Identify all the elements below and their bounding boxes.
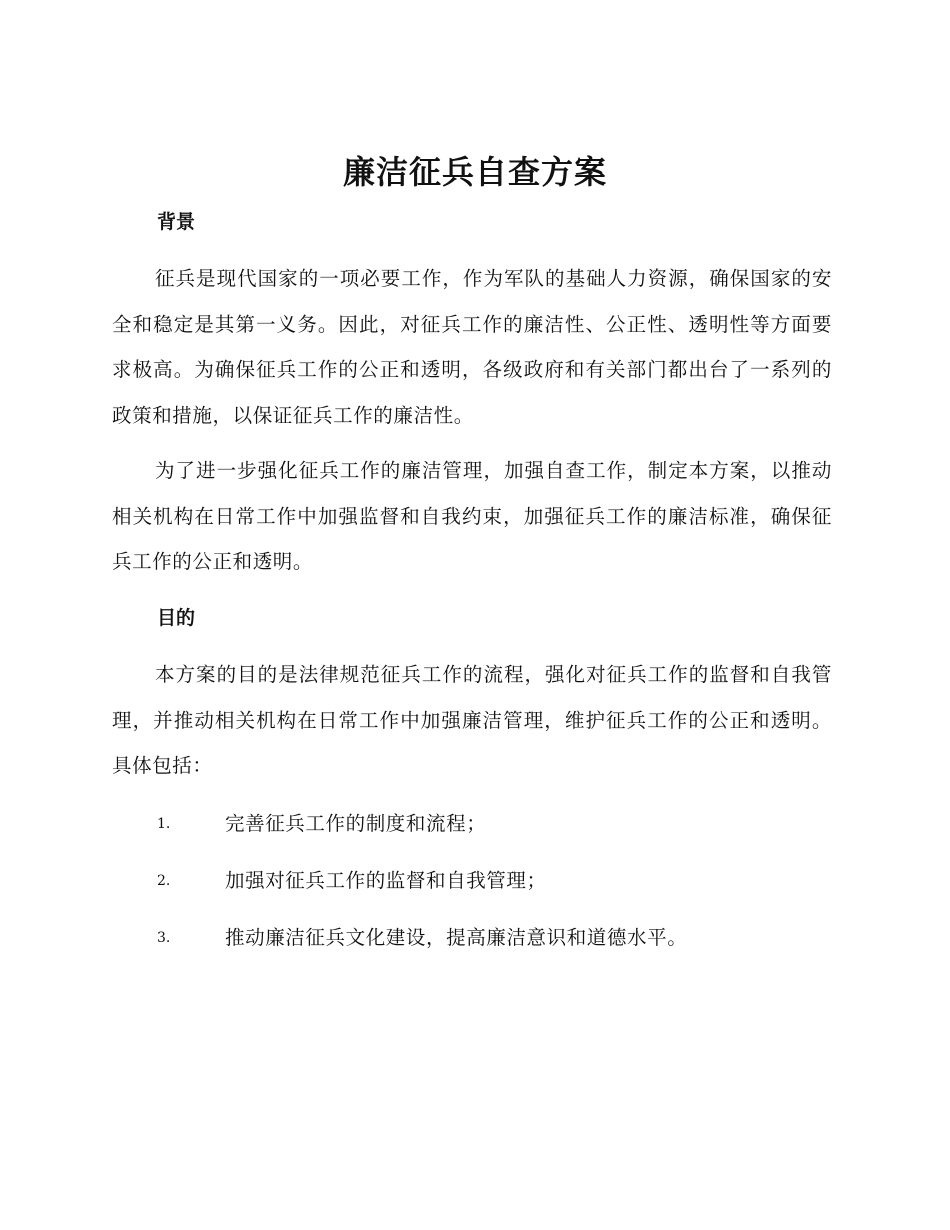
background-paragraph-2: 为了进一步强化征兵工作的廉洁管理，加强自查工作，制定本方案，以推动相关机构在日常工作中加强监督和自我约束，加强征兵工作的廉洁标准，确保征兵工作的公正和透明。 xyxy=(112,459,832,573)
section-heading-background: 背景 xyxy=(157,211,196,233)
list-item-number: 1. xyxy=(157,816,171,832)
list-item-number: 3. xyxy=(157,930,171,946)
list-item-text: 完善征兵工作的制度和流程； xyxy=(225,812,487,835)
list-item-text: 加强对征兵工作的监督和自我管理； xyxy=(225,869,547,892)
list-item xyxy=(157,924,837,954)
list-item xyxy=(157,867,837,897)
background-paragraph-1: 征兵是现代国家的一项必要工作，作为军队的基础人力资源，确保国家的安全和稳定是其第一义务。因此，对征兵工作的廉洁性、公正性、透明性等方面要求极高。为确保征兵工作的公正和透明，各级政府和有关部门都出台了一系列的政策和措施，以保证征兵工作的廉洁性。 xyxy=(112,267,832,427)
list-item-text: 推动廉洁征兵文化建设，提高廉洁意识和道德水平。 xyxy=(225,926,688,949)
list-item xyxy=(157,810,837,840)
list-item-number: 2. xyxy=(157,873,171,889)
section-heading-purpose: 目的 xyxy=(157,607,196,629)
purpose-paragraph-1: 本方案的目的是法律规范征兵工作的流程，强化对征兵工作的监督和自我管理，并推动相关机构在日常工作中加强廉洁管理，维护征兵工作的公正和透明。具体包括： xyxy=(112,663,832,777)
document-title: 廉洁征兵自查方案 xyxy=(342,153,607,191)
